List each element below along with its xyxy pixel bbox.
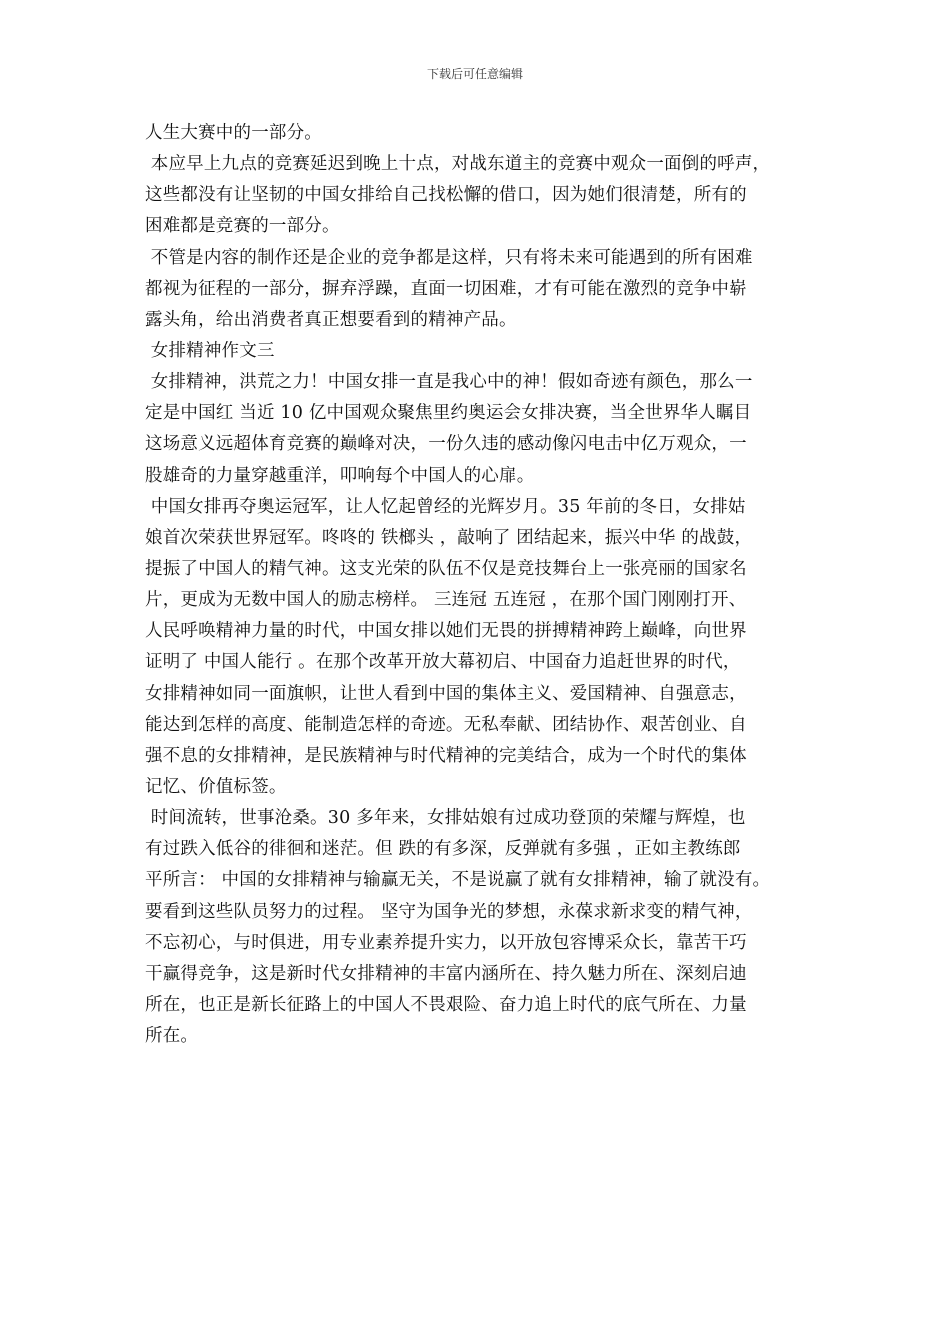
- text-line: 这些都没有让坚韧的中国女排给自己找松懈的借口，因为她们很清楚，所有的: [145, 185, 747, 206]
- text-line: 片，更成为无数中国人的励志榜样。 三连冠 五连冠 ，在那个国门刚刚打开、: [145, 590, 747, 611]
- text-line: 人生大赛中的一部分。: [145, 123, 322, 143]
- section-heading: 女排精神作文三: [145, 340, 275, 361]
- text-line: 不管是内容的制作还是企业的竞争都是这样，只有将未来可能遇到的所有困难: [145, 247, 753, 268]
- text-line: 娘首次荣获世界冠军。咚咚的 铁榔头 ，敲响了 团结起来，振兴中华 的战鼓，: [145, 527, 753, 548]
- text-line: 这场意义远超体育竞赛的巅峰对决，一份久违的感动像闪电击中亿万观众，一: [145, 434, 747, 455]
- text-line: 股雄奇的力量穿越重洋，叩响每个中国人的心扉。: [145, 465, 535, 486]
- text-line: 记忆、价值标签。: [145, 776, 287, 797]
- essay-body: [145, 118, 820, 1052]
- text-line: 所在。: [145, 1026, 199, 1047]
- text-line: 有过跌入低谷的徘徊和迷茫。但 跌的有多深，反弹就有多强 ，正如主教练郎: [145, 839, 741, 860]
- text-line: 强不息的女排精神，是民族精神与时代精神的完美结合，成为一个时代的集体: [145, 745, 747, 766]
- text-line: 本应早上九点的竞赛延迟到晚上十点，对战东道主的竞赛中观众一面倒的呼声，: [145, 154, 771, 175]
- text-line: 提振了中国人的精气神。这支光荣的队伍不仅是竞技舞台上一张亮丽的国家名: [145, 558, 747, 579]
- text-line: 人民呼唤精神力量的时代，中国女排以她们无畏的拼搏精神跨上巅峰，向世界: [145, 621, 747, 642]
- text-line: 困难都是竞赛的一部分。: [145, 216, 340, 237]
- text-line: 定是中国红 当近 10 亿中国观众聚焦里约奥运会女排决赛，当全世界华人瞩目: [145, 403, 752, 424]
- text-line: 中国女排再夺奥运冠军，让人忆起曾经的光辉岁月。35 年前的冬日，女排姑: [145, 496, 746, 517]
- text-line: 时间流转，世事沧桑。30 多年来，女排姑娘有过成功登顶的荣耀与辉煌，也: [145, 808, 746, 829]
- text-line: 都视为征程的一部分，摒弃浮躁，直面一切困难，才有可能在激烈的竞争中崭: [145, 278, 747, 299]
- text-line: 女排精神，洪荒之力！中国女排一直是我心中的神！假如奇迹有颜色，那么一: [145, 372, 753, 393]
- page-header: 下载后可任意编辑: [426, 67, 523, 81]
- text-line: 干赢得竞争，这是新时代女排精神的丰富内涵所在、持久魅力所在、深刻启迪: [145, 963, 747, 984]
- text-line: 要看到这些队员努力的过程。 坚守为国争光的梦想，永葆求新求变的精气神，: [145, 901, 753, 922]
- text-line: 证明了 中国人能行 。在那个改革开放大幕初启、中国奋力追赶世界的时代，: [145, 652, 741, 673]
- text-line: 所在，也正是新长征路上的中国人不畏艰险、奋力追上时代的底气所在、力量: [145, 994, 747, 1015]
- text-line: 平所言： 中国的女排精神与输赢无关，不是说赢了就有女排精神，输了就没有。: [145, 870, 771, 891]
- text-line: 露头角，给出消费者真正想要看到的精神产品。: [145, 309, 517, 330]
- text-line: 女排精神如同一面旗帜，让世人看到中国的集体主义、爱国精神、自强意志，: [145, 683, 747, 704]
- text-line: 不忘初心，与时俱进，用专业素养提升实力，以开放包容博采众长，靠苦干巧: [145, 932, 747, 953]
- text-line: 能达到怎样的高度、能制造怎样的奇迹。无私奉献、团结协作、艰苦创业、自: [145, 714, 747, 735]
